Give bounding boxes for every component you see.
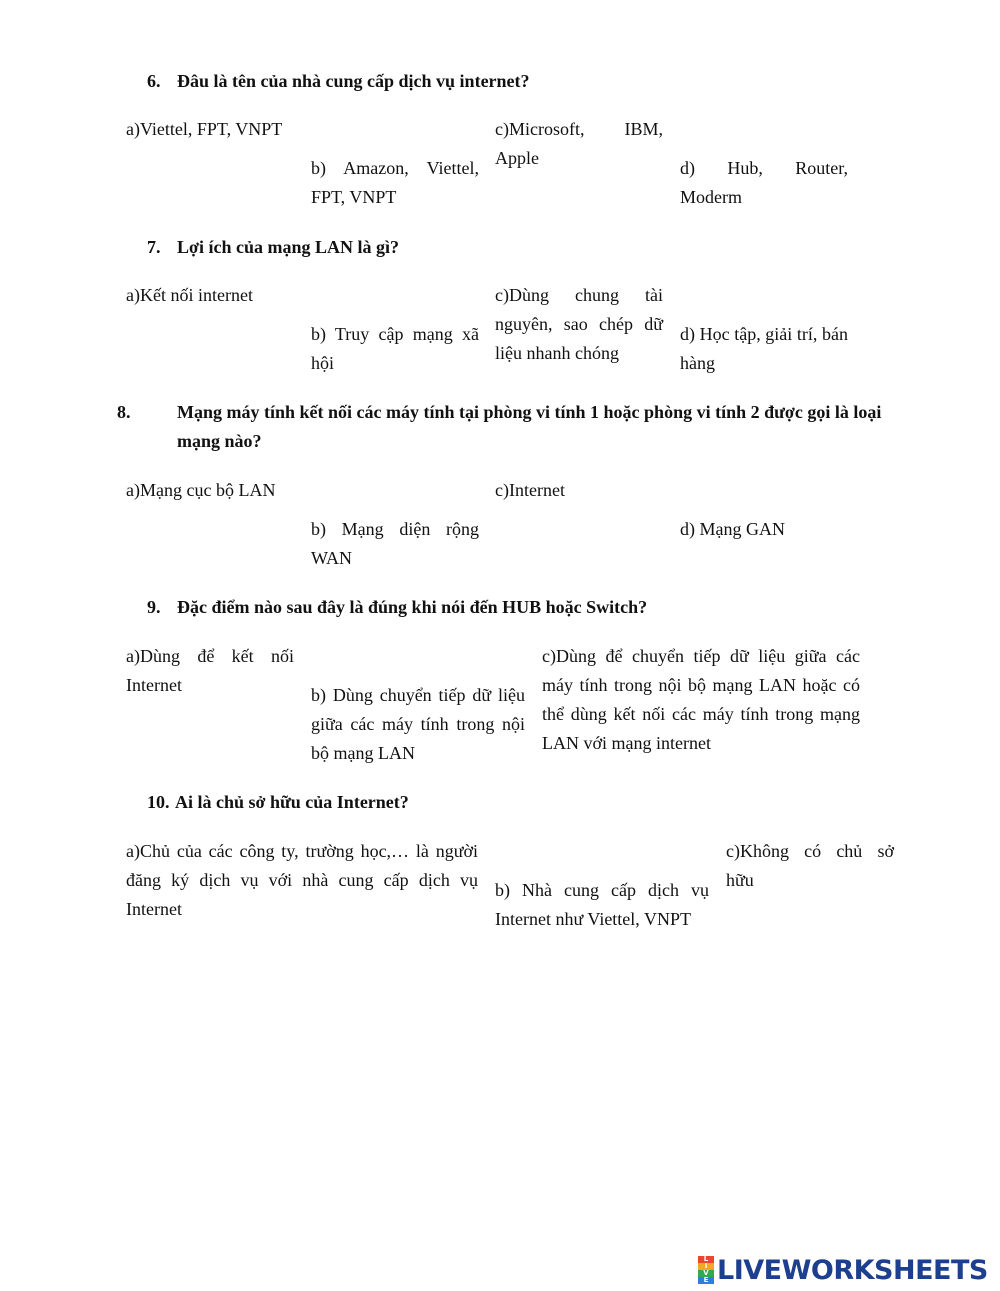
question-number: 9.	[147, 597, 161, 617]
question-text: Đâu là tên của nhà cung cấp dịch vụ internet?	[177, 71, 530, 91]
question-6	[147, 67, 887, 96]
question-number: 6.	[147, 71, 161, 91]
option-d[interactable]: d) Học tập, giải trí, bán hàng	[680, 324, 848, 373]
option-a[interactable]: a)Dùng để kết nối Internet	[126, 646, 294, 695]
option-d[interactable]: d) Mạng GAN	[680, 519, 785, 539]
option-b[interactable]: b) Dùng chuyển tiếp dữ liệu giữa các máy tính trong nội bộ mạng LAN	[311, 685, 525, 763]
question-number: 10.	[147, 792, 170, 812]
option-b[interactable]: b) Nhà cung cấp dịch vụ Internet như Viettel, VNPT	[495, 880, 709, 929]
option-c[interactable]: c)Microsoft, IBM, Apple	[495, 119, 663, 168]
logo-text: LIVEWORKSHEETS	[717, 1254, 988, 1286]
option-b[interactable]: b) Amazon, Viettel, FPT, VNPT	[311, 158, 479, 207]
question-text: Đặc điểm nào sau đây là đúng khi nói đến HUB hoặc Switch?	[177, 597, 648, 617]
option-c[interactable]: c)Dùng chung tài nguyên, sao chép dữ liệu nhanh chóng	[495, 285, 663, 363]
option-a[interactable]: a)Mạng cục bộ LAN	[126, 480, 276, 500]
question-text: Ai là chủ sở hữu của Internet?	[175, 792, 409, 812]
question-text: Mạng máy tính kết nối các máy tính tại phòng vi tính 1 hoặc phòng vi tính 2 được gọi là loại mạng nào?	[177, 402, 882, 451]
logo-mark-v: V	[698, 1270, 714, 1277]
option-a[interactable]: a)Kết nối internet	[126, 285, 253, 305]
question-9	[147, 593, 887, 622]
question-number: 7.	[147, 237, 161, 257]
option-a[interactable]: a)Viettel, FPT, VNPT	[126, 119, 283, 139]
option-a[interactable]: a)Chủ của các công ty, trường học,… là người đăng ký dịch vụ với nhà cung cấp dịch vụ Internet	[126, 841, 478, 919]
option-c[interactable]: c)Internet	[495, 480, 565, 500]
option-c[interactable]: c)Dùng để chuyển tiếp dữ liệu giữa các máy tính trong nội bộ mạng LAN hoặc có thể dùng kết nối các máy tính trong mạng LAN với mạng internet	[542, 646, 860, 753]
option-b[interactable]: b) Mạng diện rộng WAN	[311, 519, 479, 568]
option-b[interactable]: b) Truy cập mạng xã hội	[311, 324, 479, 373]
liveworksheets-logo	[698, 1255, 988, 1285]
option-d[interactable]: d) Hub, Router, Moderm	[680, 158, 848, 207]
question-8	[117, 398, 887, 456]
logo-mark-icon	[698, 1256, 714, 1284]
logo-mark-e: E	[698, 1277, 714, 1284]
question-number: 8.	[117, 402, 131, 422]
question-10	[147, 788, 887, 817]
question-7	[147, 233, 887, 262]
logo-mark-i: I	[698, 1263, 714, 1270]
question-text: Lợi ích của mạng LAN là gì?	[177, 237, 399, 257]
option-c[interactable]: c)Không có chủ sở hữu	[726, 841, 894, 890]
logo-mark-l: L	[698, 1256, 714, 1263]
